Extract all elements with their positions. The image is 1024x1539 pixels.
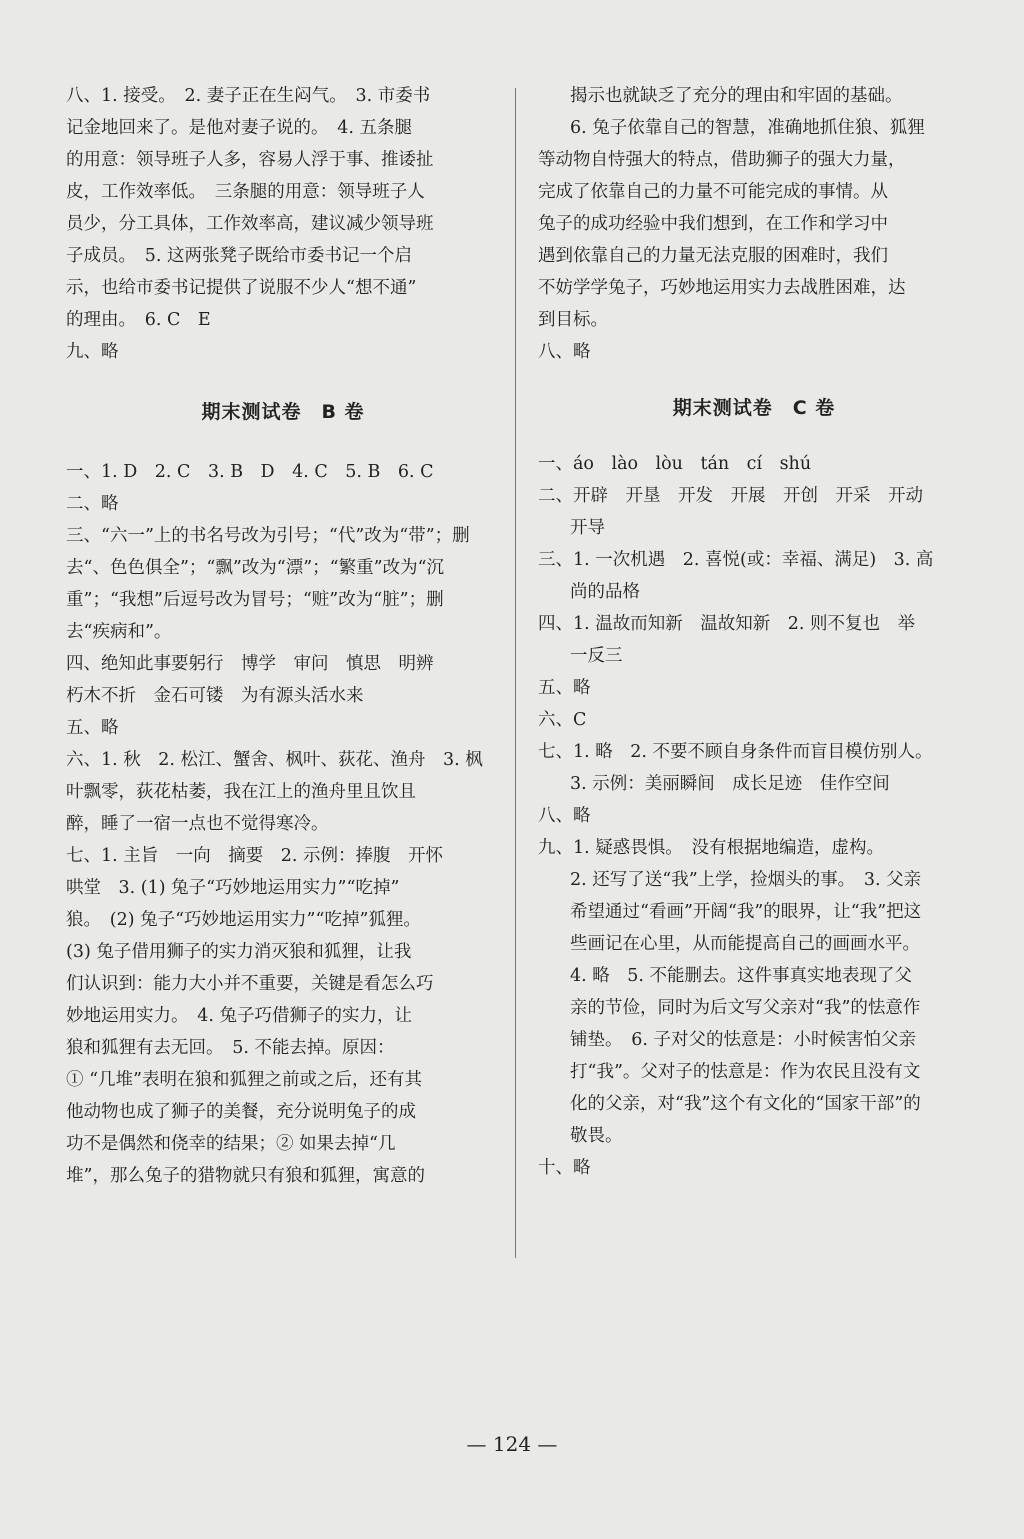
text-line: 亲的节俭，同时为后文写父亲对“我”的怯意作 (570, 998, 921, 1018)
text-line: 们认识到：能力大小并不重要，关键是看怎么巧 (66, 974, 434, 994)
text-line: 狼和狐狸有去无回。 5. 不能去掉。原因： (66, 1038, 395, 1058)
text-line: 十、略 (538, 1158, 591, 1178)
text-line: 兔子的成功经验中我们想到，在工作和学习中 (538, 214, 888, 234)
text-line: 八、略 (538, 806, 591, 826)
text-line: 皮，工作效率低。 三条腿的用意：领导班子人 (66, 182, 425, 202)
text-line: 打“我”。父对子的怯意是：作为农民且没有文 (570, 1062, 921, 1082)
text-line: 朽木不折 金石可镂 为有源头活水来 (66, 686, 364, 706)
text-line: 记金地回来了。是他对妻子说的。 4. 五条腿 (66, 118, 413, 138)
text-line: 子成员。 5. 这两张凳子既给市委书记一个启 (66, 246, 413, 266)
text-line: 叶飘零，荻花枯萎，我在江上的渔舟里且饮且 (66, 782, 416, 802)
text-line: 2. 还写了送“我”上学，捡烟头的事。 3. 父亲 (570, 870, 922, 890)
text-line: 希望通过“看画”开阔“我”的眼界，让“我”把这 (570, 902, 922, 922)
text-line: 4. 略 5. 不能删去。这件事真实地表现了父 (570, 966, 913, 986)
text-line: 二、开辟 开垦 开发 开展 开创 开采 开动 (538, 486, 923, 506)
text-line: 员少，分工具体，工作效率高，建议减少领导班 (66, 214, 434, 234)
text-line: 等动物自恃强大的特点，借助狮子的强大力量， (538, 150, 906, 170)
text-line: (3) 兔子借用狮子的实力消灭狼和狐狸，让我 (66, 942, 412, 962)
text-line: 的理由。 6. C E (66, 310, 211, 330)
text-line: 的用意：领导班子人多，容易人浮于事、推诿扯 (66, 150, 434, 170)
right-column (538, 80, 970, 1184)
text-line: 七、1. 略 2. 不要不顾自身条件而盲目模仿别人。 (538, 742, 933, 762)
text-line: 六、C (538, 710, 587, 730)
text-line: 醉，睡了一宿一点也不觉得寒冷。 (66, 814, 329, 834)
text-line: 6. 兔子依靠自己的智慧，准确地抓住狼、狐狸 (570, 118, 925, 138)
text-line: 二、略 (66, 494, 119, 514)
text-line: 敬畏。 (570, 1126, 623, 1146)
text-line: 些画记在心里，从而能提高自己的画画水平。 (570, 934, 920, 954)
text-line: 铺垫。 6. 子对父的怯意是：小时候害怕父亲 (570, 1030, 917, 1050)
text-line: 九、略 (66, 342, 119, 362)
text-line: 完成了依靠自己的力量不可能完成的事情。从 (538, 182, 888, 202)
text-line: 九、1. 疑惑畏惧。 没有根据地编造，虚构。 (538, 838, 885, 858)
text-line: 化的父亲，对“我”这个有文化的“国家干部”的 (570, 1094, 921, 1114)
text-line: 五、略 (66, 718, 119, 738)
column-divider (515, 88, 516, 1258)
text-line: 一、áo lào lòu tán cí shú (538, 454, 812, 474)
section-title-c: 期末测试卷 C 卷 (672, 397, 836, 419)
text-line: 八、略 (538, 342, 591, 362)
text-line: ① “几堆”表明在狼和狐狸之前或之后，还有其 (66, 1070, 422, 1090)
text-line: 八、1. 接受。 2. 妻子正在生闷气。 3. 市委书 (66, 86, 431, 106)
text-line: 一、1. D 2. C 3. B D 4. C 5. B 6. C (66, 462, 434, 482)
text-line: 三、“六一”上的书名号改为引号；“代”改为“带”；删 (66, 526, 470, 546)
page-number: — 124 — (466, 1432, 558, 1456)
text-line: 开导 (570, 518, 605, 538)
text-line: 狼。 (2) 兔子“巧妙地运用实力”“吃掉”狐狸。 (66, 910, 421, 930)
text-line: 到目标。 (538, 310, 608, 330)
text-line: 哄堂 3. (1) 兔子“巧妙地运用实力”“吃掉” (66, 878, 400, 898)
text-line: 五、略 (538, 678, 591, 698)
text-line: 七、1. 主旨 一向 摘要 2. 示例：捧腹 开怀 (66, 846, 444, 866)
text-line: 去“、色色俱全”；“飘”改为“漂”；“繁重”改为“沉 (66, 558, 445, 578)
text-line: 去“疾病和”。 (66, 622, 172, 642)
text-line: 三、1. 一次机遇 2. 喜悦(或：幸福、满足) 3. 高 (538, 550, 934, 570)
text-line: 3. 示例：美丽瞬间 成长足迹 佳作空间 (570, 774, 890, 794)
left-column (66, 80, 500, 1192)
text-line: 尚的品格 (570, 582, 640, 602)
section-title-b: 期末测试卷 B 卷 (201, 401, 365, 423)
text-line: 四、1. 温故而知新 温故知新 2. 则不复也 举 (538, 614, 916, 634)
text-line: 揭示也就缺乏了充分的理由和牢固的基础。 (570, 86, 903, 106)
text-line: 示，也给市委书记提供了说服不少人“想不通” (66, 278, 417, 298)
text-line: 功不是偶然和侥幸的结果；② 如果去掉“几 (66, 1134, 396, 1154)
text-line: 他动物也成了狮子的美餐，充分说明兔子的成 (66, 1102, 416, 1122)
text-line: 四、绝知此事要躬行 博学 审问 慎思 明辨 (66, 654, 434, 674)
text-line: 不妨学学兔子，巧妙地运用实力去战胜困难，达 (538, 278, 906, 298)
text-line: 遇到依靠自己的力量无法克服的困难时，我们 (538, 246, 888, 266)
text-line: 重”；“我想”后逗号改为冒号；“赃”改为“脏”；删 (66, 590, 444, 610)
text-line: 堆”，那么兔子的猎物就只有狼和狐狸，寓意的 (66, 1166, 425, 1186)
text-line: 一反三 (570, 646, 623, 666)
text-line: 妙地运用实力。 4. 兔子巧借狮子的实力，让 (66, 1006, 413, 1026)
text-line: 六、1. 秋 2. 松江、蟹舍、枫叶、荻花、渔舟 3. 枫 (66, 750, 483, 770)
